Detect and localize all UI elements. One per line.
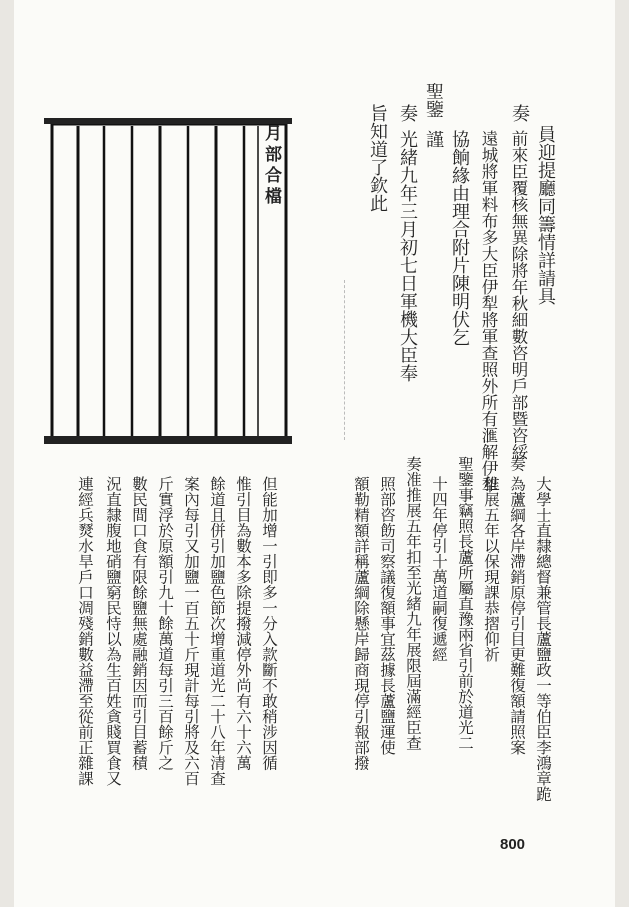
text-column: 聖鑒 <box>423 82 444 118</box>
text-column: 連經兵燹水旱戶口凋殘銷數益滯至從前正雜課 <box>76 476 94 786</box>
text-column: 況直隸腹地硝鹽窮民恃以為生百姓貪賤買食又 <box>104 476 122 786</box>
page-number: 800 <box>500 836 526 853</box>
text-column: 案內每引又加鹽一百五十斤現計每引將及六百 <box>182 476 200 786</box>
book-fragment-label: 月部合檔 <box>261 124 281 208</box>
text-column: 斤實浮於原額引九十餘萬道每引三百餘斤之 <box>156 476 174 771</box>
text-column: 前來臣覆核無異除將年秋細數咨明戶部暨咨綏 <box>509 130 528 460</box>
text-column: 餘道且併引加鹽色節次增重道光二十八年清查 <box>208 476 226 786</box>
text-column: 奏 <box>508 456 526 472</box>
fold-mark <box>344 280 355 440</box>
text-column: 遠城將軍料布多大臣伊犁將軍查照外所有滙解伊犁 <box>479 130 498 493</box>
text-column: 大學士直隸總督兼管長蘆鹽政一等伯臣李鴻章跪 <box>534 476 552 802</box>
text-column: 奏 <box>509 104 530 122</box>
text-column: 謹 <box>423 130 444 148</box>
text-column: 旨知道了欽此 <box>367 104 388 212</box>
document-page <box>14 0 615 907</box>
text-column: 協餉緣由理合附片陳明伏乞 <box>449 130 470 346</box>
text-column: 十四年停引十萬道嗣復遞經 <box>430 476 448 662</box>
text-column: 員迎提廳同籌情詳請具 <box>535 125 556 305</box>
text-column: 奏 <box>397 104 418 122</box>
book-fragment <box>44 118 292 448</box>
text-column: 奏准推展五年扣至光緒九年展限屆滿經臣查 <box>404 456 422 751</box>
text-column: 推展五年以保現課恭摺仰祈 <box>482 476 500 662</box>
text-column: 照部咨飭司察議復額事宜茲據長蘆鹽運使 <box>378 476 396 755</box>
text-column: 額勒精額詳稱蘆綱除懸岸歸商現停引報部撥 <box>352 476 370 771</box>
text-column: 但能加增一引即多一分入款斷不敢稍涉因循 <box>260 476 278 771</box>
text-column: 聖鑒事竊照長蘆所屬直豫兩省引前於道光二 <box>456 456 474 751</box>
text-column: 惟引目為數本多除提撥減停外尚有六十六萬 <box>234 476 252 771</box>
book-fragment-lines <box>44 118 292 448</box>
text-column: 光緒九年三月初七日軍機大臣奉 <box>397 130 418 382</box>
text-column: 為蘆綱各岸滯銷原停引目更難復額請照案 <box>508 476 526 755</box>
text-column: 數民間口食有限餘鹽無處融銷因而引目蓄積 <box>130 476 148 771</box>
